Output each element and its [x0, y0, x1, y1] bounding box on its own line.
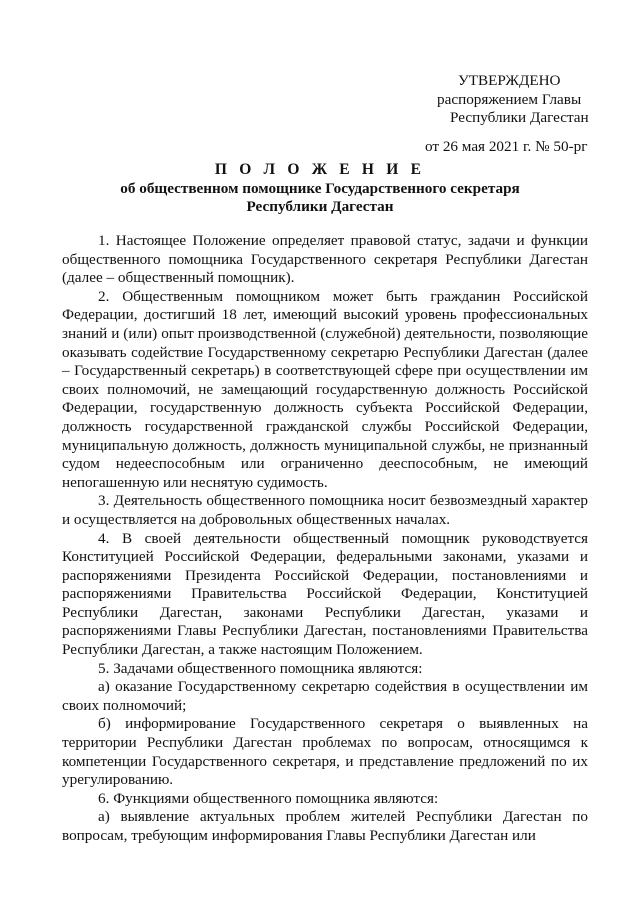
paragraph-5a: а) оказание Государственному секретарю содействия в осуществлении им своих полномочий;	[62, 678, 588, 714]
paragraph-6a: а) выявление актуальных проблем жителей Республики Дагестан по вопросам, требующим информирования Главы Республики Дагестан или	[62, 808, 588, 844]
approval-decree: распоряжением Главы	[437, 90, 582, 108]
paragraph-2: 2. Общественным помощником может быть гражданин Российской Федерации, достигший 18 лет, имеющий высокий уровень профессиональных знаний и (или) опыт производственной (служебной) деятельности, позволяющие оказывать содействие Государственному секретарю Республики Дагестан (далее – Государственный секретарь) в соответствующей сфере при осуществлении им своих полномочий, не замещающий государственную должность Российской Федерации, государственную должность субъекта Российской Федерации, должность государственной гражданской службы Российской Федерации, муниципальную должность, должность муниципальной службы, не признанный судом недееспособным или ограниченно дееспособным, не имеющий непогашенную или неснятую судимость.	[62, 287, 588, 491]
paragraph-6: 6. Функциями общественного помощника являются:	[98, 789, 439, 807]
approval-heading: УТВЕРЖДЕНО	[458, 72, 561, 89]
title-subtitle-line1: об общественном помощнике Государственного секретаря	[120, 179, 520, 197]
approval-stamp	[420, 72, 605, 156]
paragraph-4: 4. В своей деятельности общественный помощник руководствуется Конституцией Российской Федерации, федеральными законами, указами и распоряжениями Президента Российской Федерации, постановлениями и распоряжениями Правительства Российской Федерации, Конституцией Республики Дагестан, законами Республики Дагестан, указами и распоряжениями Главы Республики Дагестан, постановлениями Правительства Республики Дагестан, а также настоящим Положением.	[62, 529, 588, 659]
paragraph-1: 1. Настоящее Положение определяет правовой статус, задачи и функции общественного помощника Государственного секретаря Республики Дагестан (далее – общественный помощник).	[62, 232, 588, 287]
paragraph-5: 5. Задачами общественного помощника являются:	[98, 659, 423, 677]
paragraph-5b: б) информирование Государственного секретаря о выявленных на территории Республики Дагестан проблемах по вопросам, относящимся к компетенции Государственного секретаря, и представление предложений по их урегулированию.	[62, 715, 588, 789]
document-body	[62, 232, 588, 846]
approval-date: от 26 мая 2021 г. № 50-рг	[425, 137, 588, 155]
approval-republic: Республики Дагестан	[450, 109, 589, 127]
title-main: П О Л О Ж Е Н И Е	[214, 161, 426, 178]
paragraph-3: 3. Деятельность общественного помощника носит безвозмездный характер и осуществляется на добровольных общественных началах.	[62, 492, 588, 528]
title-subtitle-line2: Республики Дагестан	[246, 198, 394, 216]
document-title	[60, 161, 580, 217]
